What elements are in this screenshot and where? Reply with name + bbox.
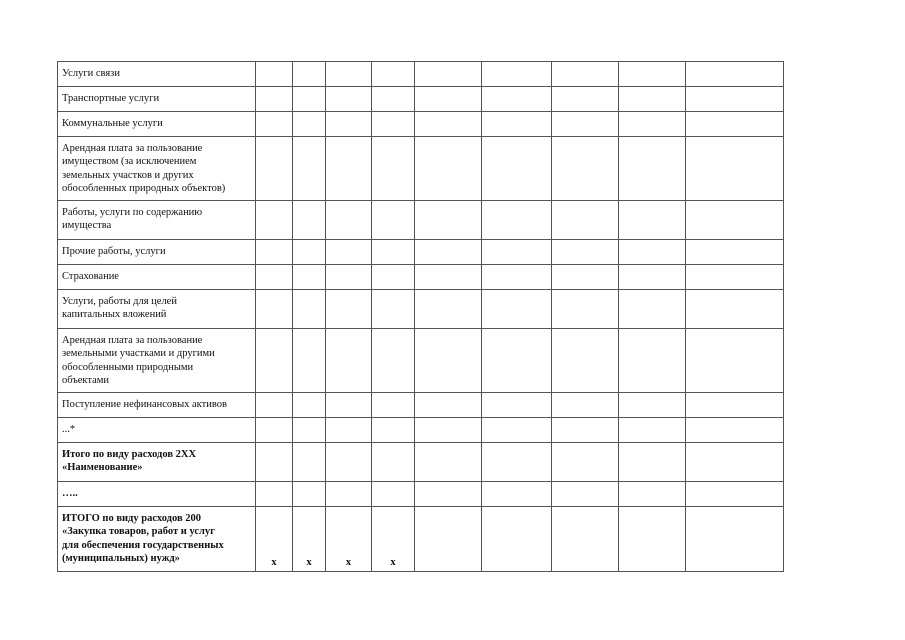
table-cell (256, 393, 293, 418)
table-cell (293, 112, 326, 137)
table-cell (256, 418, 293, 443)
table-cell (415, 507, 482, 572)
table-cell (619, 393, 686, 418)
table-row (58, 201, 784, 240)
table-cell (256, 112, 293, 137)
table-cell (552, 62, 619, 87)
table-cell (293, 418, 326, 443)
row-label: ...* (58, 418, 256, 443)
row-label: Страхование (58, 265, 256, 290)
table-cell (619, 112, 686, 137)
table-cell (372, 137, 415, 201)
table-cell (686, 507, 784, 572)
expense-table (57, 61, 784, 572)
table-cell (415, 240, 482, 265)
table-cell (372, 482, 415, 507)
table-cell (372, 418, 415, 443)
table-row (58, 418, 784, 443)
table-cell (293, 265, 326, 290)
table-row (58, 290, 784, 329)
table-cell (326, 240, 372, 265)
table-cell (256, 201, 293, 240)
table-cell (415, 87, 482, 112)
table-cell (372, 112, 415, 137)
table-cell (293, 290, 326, 329)
table-cell (686, 112, 784, 137)
table-cell (619, 418, 686, 443)
table-row (58, 240, 784, 265)
table-cell (619, 201, 686, 240)
table-cell (482, 112, 552, 137)
table-cell (552, 329, 619, 393)
table-cell (326, 418, 372, 443)
row-label: Коммунальные услуги (58, 112, 256, 137)
table-cell (482, 290, 552, 329)
table-row (58, 265, 784, 290)
table-cell (372, 265, 415, 290)
table-cell (552, 443, 619, 482)
table-cell (372, 87, 415, 112)
row-label: ИТОГО по виду расходов 200 «Закупка товаров, работ и услуг для обеспечения государственных (муниципальных) нужд» (58, 507, 256, 572)
table-cell (293, 329, 326, 393)
table-cell (552, 87, 619, 112)
table-cell: x (326, 507, 372, 572)
table-cell (256, 265, 293, 290)
table-cell (415, 137, 482, 201)
table-cell (415, 329, 482, 393)
table-cell (619, 443, 686, 482)
table-cell (293, 240, 326, 265)
table-body (58, 62, 784, 572)
table-cell (326, 201, 372, 240)
table-row (58, 482, 784, 507)
table-cell (552, 137, 619, 201)
table-cell (686, 482, 784, 507)
table-cell (552, 201, 619, 240)
table-cell (482, 507, 552, 572)
table-cell (415, 443, 482, 482)
table-cell (686, 329, 784, 393)
table-cell (415, 393, 482, 418)
table-cell (326, 265, 372, 290)
table-cell (256, 329, 293, 393)
table-cell (256, 290, 293, 329)
table-cell (686, 393, 784, 418)
row-label: Транспортные услуги (58, 87, 256, 112)
table-cell (619, 482, 686, 507)
table-cell (482, 393, 552, 418)
table-cell (686, 240, 784, 265)
table-row (58, 329, 784, 393)
table-cell (619, 265, 686, 290)
table-cell: x (293, 507, 326, 572)
table-row (58, 112, 784, 137)
table-cell (552, 290, 619, 329)
table-cell (326, 62, 372, 87)
table-cell (256, 87, 293, 112)
row-label: Услуги, работы для целей капитальных вложений (58, 290, 256, 329)
row-label: Поступление нефинансовых активов (58, 393, 256, 418)
table-cell (619, 240, 686, 265)
table-cell (372, 290, 415, 329)
table-cell (552, 507, 619, 572)
row-label: Прочие работы, услуги (58, 240, 256, 265)
table-cell (552, 112, 619, 137)
table-cell (293, 137, 326, 201)
table-cell (326, 482, 372, 507)
table-cell (326, 329, 372, 393)
table-cell (686, 418, 784, 443)
table-cell (686, 201, 784, 240)
table-cell (372, 240, 415, 265)
table-cell (293, 443, 326, 482)
table-cell (326, 87, 372, 112)
table-cell (552, 418, 619, 443)
table-cell (619, 329, 686, 393)
table-cell (326, 443, 372, 482)
row-label: Арендная плата за пользование имуществом (за исключением земельных участков и других обособленных природных объектов) (58, 137, 256, 201)
table-cell (415, 265, 482, 290)
table-cell (256, 482, 293, 507)
table-cell (256, 240, 293, 265)
table-cell (372, 443, 415, 482)
table-cell (482, 265, 552, 290)
table-cell (482, 443, 552, 482)
table-cell (619, 290, 686, 329)
table-cell (686, 265, 784, 290)
table-cell (372, 329, 415, 393)
table-cell (293, 87, 326, 112)
table-cell (619, 87, 686, 112)
table-cell (415, 201, 482, 240)
table-cell (619, 137, 686, 201)
table-cell (293, 62, 326, 87)
table-cell (415, 418, 482, 443)
table-cell (552, 265, 619, 290)
table-cell (326, 290, 372, 329)
table-cell (415, 482, 482, 507)
table-cell (482, 87, 552, 112)
table-cell (686, 87, 784, 112)
table-cell (372, 393, 415, 418)
row-label: Арендная плата за пользование земельными участками и другими обособленными природными объектами (58, 329, 256, 393)
table-cell (326, 112, 372, 137)
table-cell (482, 240, 552, 265)
table-cell (619, 62, 686, 87)
row-label: Услуги связи (58, 62, 256, 87)
table-cell (372, 201, 415, 240)
table-cell (293, 201, 326, 240)
table-row (58, 507, 784, 572)
table-cell (256, 62, 293, 87)
table-cell (415, 290, 482, 329)
table-cell (415, 112, 482, 137)
row-label: Работы, услуги по содержанию имущества (58, 201, 256, 240)
table-cell (482, 201, 552, 240)
table-cell (256, 443, 293, 482)
table-cell (256, 137, 293, 201)
table-cell (482, 482, 552, 507)
table-cell (372, 62, 415, 87)
table-cell: x (372, 507, 415, 572)
table-cell (686, 137, 784, 201)
table-cell (293, 393, 326, 418)
table-cell (482, 137, 552, 201)
table-row (58, 87, 784, 112)
table-cell: x (256, 507, 293, 572)
table-cell (552, 240, 619, 265)
table-cell (686, 290, 784, 329)
table-cell (482, 62, 552, 87)
row-label: ….. (58, 482, 256, 507)
table-row (58, 137, 784, 201)
table-row (58, 62, 784, 87)
table-cell (552, 482, 619, 507)
table-cell (482, 418, 552, 443)
table-cell (415, 62, 482, 87)
table-cell (686, 443, 784, 482)
row-label: Итого по виду расходов 2ХХ «Наименование» (58, 443, 256, 482)
table-row (58, 393, 784, 418)
table-row (58, 443, 784, 482)
table-cell (482, 329, 552, 393)
table-cell (686, 62, 784, 87)
table-cell (552, 393, 619, 418)
table-cell (293, 482, 326, 507)
table-cell (326, 137, 372, 201)
table-cell (619, 507, 686, 572)
table-cell (326, 393, 372, 418)
